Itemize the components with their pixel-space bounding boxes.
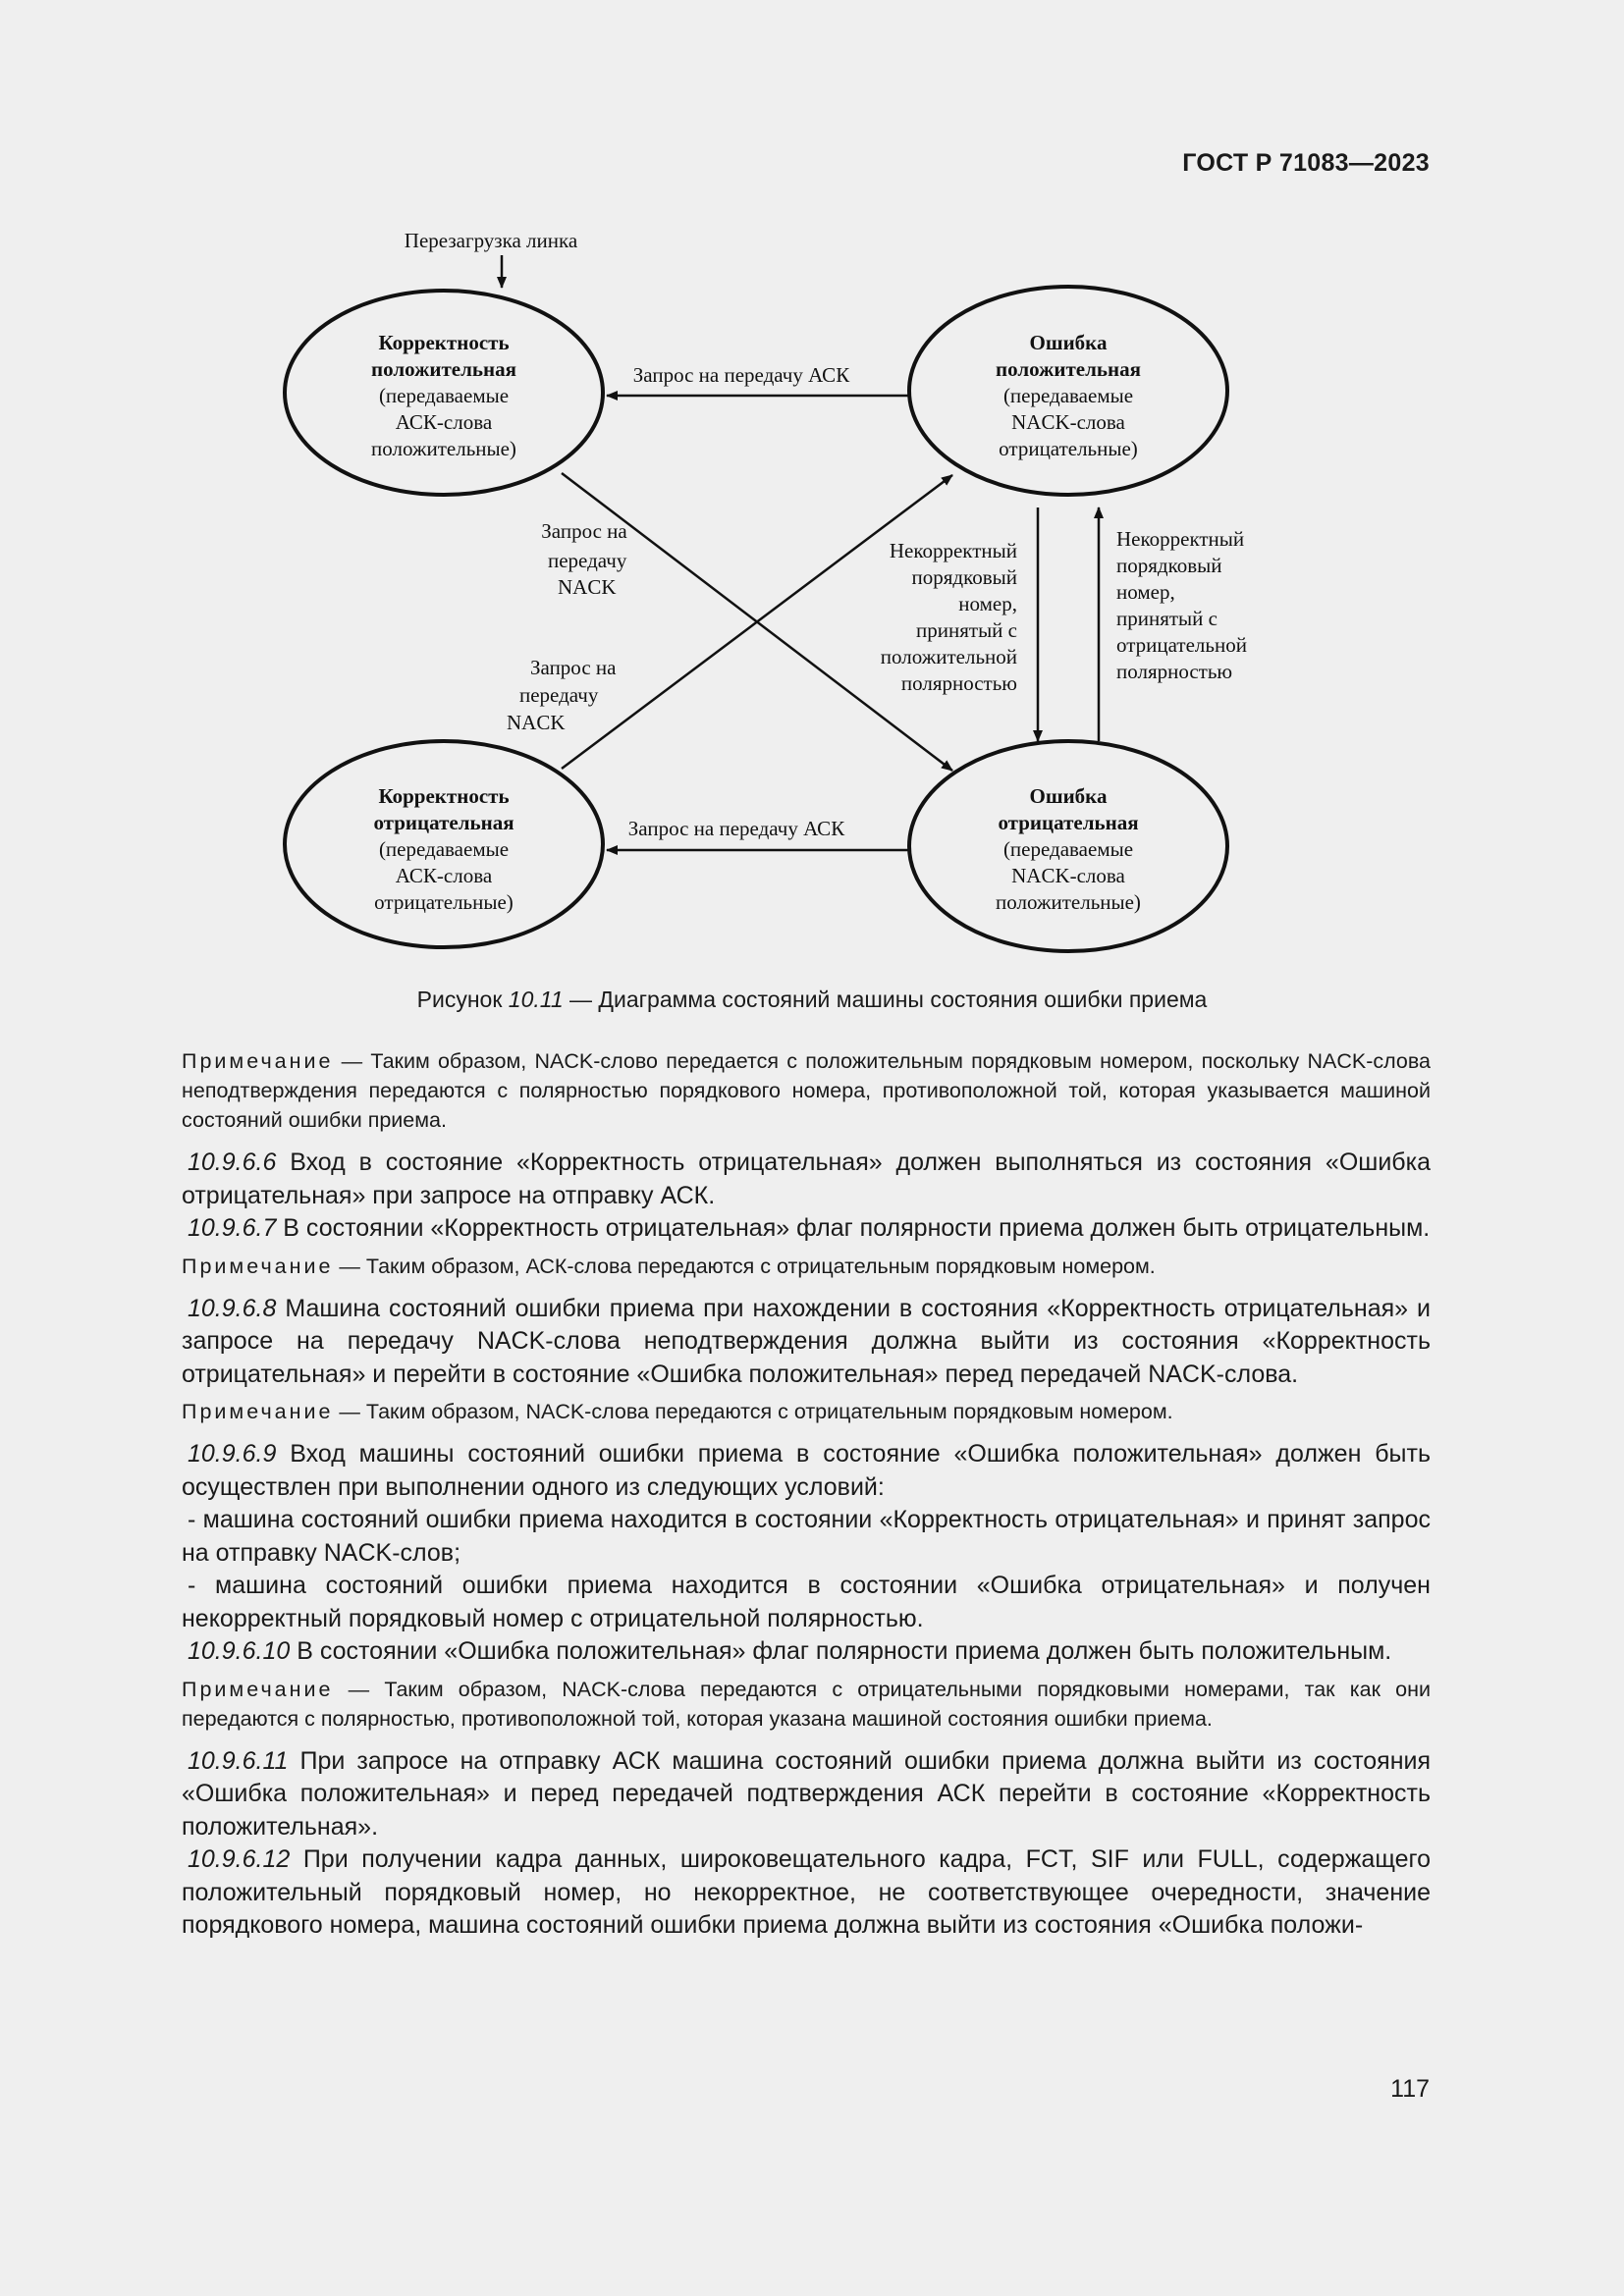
paragraph-text: Вход машины состояний ошибки приема в состояние «Ошибка положительная» должен быть осуществлен при выполнении одного из следующих условий: xyxy=(182,1440,1431,1501)
clause-number: 10.9.6.9 xyxy=(188,1440,277,1468)
paragraph-text: При запросе на отправку АСК машина состояний ошибки приема должна выйти из состояния «Ошибка положительная» и перед передачей подтверждения АСК перейти в состояние «Корректность положительная». xyxy=(182,1746,1431,1841)
note-dash: — xyxy=(333,1254,366,1278)
state-desc: отрицательные) xyxy=(374,890,514,914)
note xyxy=(182,1046,1431,1135)
list-item xyxy=(182,1504,1431,1570)
state-desc: (передаваемые xyxy=(1002,837,1134,861)
clause-number: 10.9.6.6 xyxy=(188,1148,277,1176)
state-title: положительная xyxy=(996,357,1141,381)
state-title: отрицательная xyxy=(373,811,514,834)
clause-number: 10.9.6.7 xyxy=(188,1214,277,1242)
state-title: Корректность xyxy=(378,784,510,808)
label-nack-upper xyxy=(541,519,627,599)
label-nack-lower xyxy=(507,656,617,734)
state-desc: (передаваемые xyxy=(1002,384,1134,407)
clause-number: 10.9.6.10 xyxy=(188,1637,291,1665)
label-line: полярностью xyxy=(900,671,1017,695)
state-desc: положительные) xyxy=(996,890,1141,914)
state-desc: (передаваемые xyxy=(378,384,510,407)
paragraph xyxy=(182,1293,1431,1392)
note-label: Примечание xyxy=(182,1254,334,1278)
caption-text: — Диаграмма состояний машины состояния ошибки приема xyxy=(563,987,1208,1012)
state-title: Корректность xyxy=(378,331,510,354)
clause-number: 10.9.6.8 xyxy=(188,1294,277,1322)
paragraph-text: В состоянии «Ошибка положительная» флаг полярности приема должен быть положительным. xyxy=(290,1637,1392,1665)
state-desc: (передаваемые xyxy=(378,837,510,861)
state-title: положительная xyxy=(371,357,516,381)
state-desc: положительные) xyxy=(371,437,516,460)
document-id: ГОСТ Р 71083—2023 xyxy=(1182,149,1430,177)
state-title: Ошибка xyxy=(1029,331,1108,354)
restart-label: Перезагрузка линка xyxy=(404,229,578,252)
state-desc: АСК-слова xyxy=(395,410,493,434)
paragraph-text: В состоянии «Корректность отрицательная» флаг полярности приема должен быть отрицательным. xyxy=(276,1214,1431,1242)
paragraph-text: Машина состояний ошибки приема при нахождении в состояния «Корректность отрицательная» и запросе на передачу NACK-слова неподтверждения должна выйти из состояния «Корректность отрицательная» и перейти в состояние «Ошибка положительная» перед передачей NACK-слова. xyxy=(182,1294,1431,1388)
state-ep-text xyxy=(996,331,1141,460)
label-line: Запрос на xyxy=(541,519,627,543)
state-title: отрицательная xyxy=(998,811,1139,834)
state-cp-text xyxy=(371,331,516,460)
label-line: NACK xyxy=(558,575,617,599)
paragraph xyxy=(182,1745,1431,1844)
note-text: Таким образом, NACK-слова передаются с отрицательным порядковым номером. xyxy=(365,1400,1173,1423)
note xyxy=(182,1252,1431,1281)
clause-number: 10.9.6.12 xyxy=(188,1845,291,1873)
label-seq-negative xyxy=(1116,527,1247,683)
label-line: полярностью xyxy=(1116,660,1233,683)
list-item-text: - машина состояний ошибки приема находится в состоянии «Корректность отрицательная» и принят запрос на отправку NACK-слов; xyxy=(182,1506,1431,1567)
state-desc: NACK-слова xyxy=(1011,864,1125,887)
label-line: номер, xyxy=(1116,580,1175,604)
page-number: 117 xyxy=(1390,2075,1430,2103)
figure-caption xyxy=(0,987,1624,1013)
label-line: отрицательной xyxy=(1116,633,1247,657)
paragraph xyxy=(182,1635,1431,1669)
state-desc: АСК-слова xyxy=(395,864,493,887)
state-title: Ошибка xyxy=(1029,784,1108,808)
label-ack-top: Запрос на передачу АСК xyxy=(632,363,850,387)
note xyxy=(182,1675,1431,1734)
label-line: NACK xyxy=(507,711,566,734)
label-line: порядковый xyxy=(1116,554,1222,577)
label-line: Некорректный xyxy=(1116,527,1245,551)
label-line: Запрос на xyxy=(530,656,617,679)
note-dash: — xyxy=(333,1677,385,1701)
note-label: Примечание xyxy=(182,1677,334,1701)
label-ack-bottom: Запрос на передачу АСК xyxy=(627,817,845,840)
list-item-text: - машина состояний ошибки приема находится в состоянии «Ошибка отрицательная» и получен некорректный порядковый номер с отрицательной полярностью. xyxy=(182,1572,1431,1632)
label-line: номер, xyxy=(958,592,1017,615)
note-dash: — xyxy=(333,1400,366,1423)
note-text: Таким образом, NACK-слова передаются с отрицательными порядковыми номерами, так как они передаются с полярностью, противоположной той, которая указана машиной состояния ошибки приема. xyxy=(182,1677,1432,1731)
note xyxy=(182,1397,1431,1426)
document-body xyxy=(182,1046,1431,1943)
list-item xyxy=(182,1570,1431,1635)
paragraph xyxy=(182,1212,1431,1246)
note-label: Примечание xyxy=(182,1049,334,1073)
state-desc: NACK-слова xyxy=(1011,410,1125,434)
caption-number: 10.11 xyxy=(508,987,564,1012)
label-line: положительной xyxy=(880,645,1017,668)
label-line: принятый с xyxy=(1116,607,1218,630)
clause-number: 10.9.6.11 xyxy=(188,1746,289,1775)
state-en-text xyxy=(996,784,1141,914)
label-line: передачу xyxy=(519,683,599,707)
label-line: Некорректный xyxy=(889,539,1017,562)
state-diagram xyxy=(0,0,1624,991)
label-line: передачу xyxy=(548,549,627,572)
label-seq-positive xyxy=(881,539,1017,695)
paragraph xyxy=(182,1147,1431,1212)
paragraph-text: Вход в состояние «Корректность отрицательная» должен выполняться из состояния «Ошибка отрицательная» при запросе на отправку АСК. xyxy=(182,1148,1431,1209)
note-text: Таким образом, NACK-слово передается с положительным порядковым номером, поскольку NACK-слова неподтверждения передаются с полярностью порядкового номера, противоположной той, которая указывается машиной состояний ошибки приема. xyxy=(182,1049,1432,1132)
state-desc: отрицательные) xyxy=(999,437,1138,460)
note-label: Примечание xyxy=(182,1400,334,1423)
label-line: порядковый xyxy=(911,565,1017,589)
label-line: принятый с xyxy=(916,618,1017,642)
note-dash: — xyxy=(333,1049,371,1073)
paragraph xyxy=(182,1843,1431,1943)
note-text: Таким образом, АСК-слова передаются с отрицательным порядковым номером. xyxy=(365,1254,1156,1278)
paragraph xyxy=(182,1438,1431,1504)
state-cn-text xyxy=(373,784,514,914)
paragraph-text: При получении кадра данных, широковещательного кадра, FCT, SIF или FULL, содержащего положительный порядковый номер, но некорректное, не соответствующее очередности, значение порядкового номера, машина состояний ошибки приема должна выйти из состояния «Ошибка положи- xyxy=(182,1845,1431,1939)
caption-prefix: Рисунок xyxy=(416,987,509,1012)
